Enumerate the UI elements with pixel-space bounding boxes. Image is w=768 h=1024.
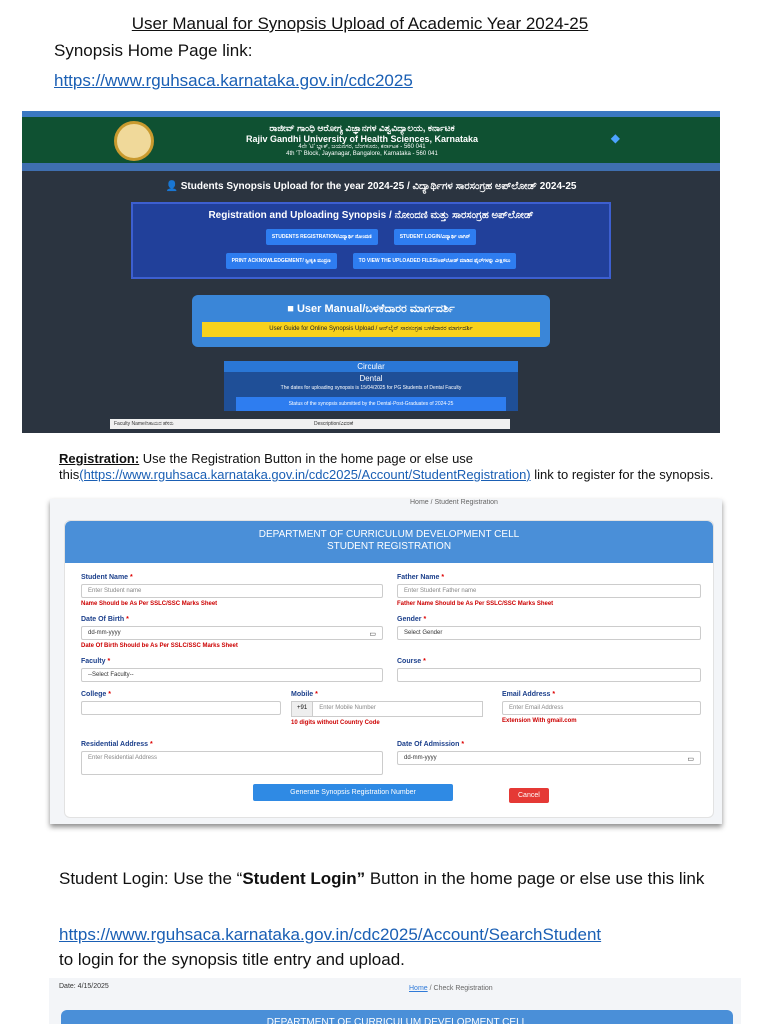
university-name-english: Rajiv Gandhi University of Health Sciences, Karnataka bbox=[245, 134, 479, 144]
date-label: Date: 4/15/2025 bbox=[59, 983, 109, 990]
student-name-field: Student Name * Enter Student name Name Should be As Per SSLC/SSC Marks Sheet bbox=[81, 574, 383, 607]
mobile-input[interactable]: Enter Mobile Number bbox=[313, 701, 483, 717]
college-field: College * bbox=[81, 691, 281, 715]
user-guide-button[interactable]: User Guide for Online Synopsis Upload / ಆನ್‌ಲೈನ್ ಸಾರಸಂಗ್ರಹ ಬಳಕೆದಾರರ ಮಾರ್ಗದರ್ಶಿ bbox=[202, 322, 540, 337]
address-textarea[interactable]: Enter Residential Address bbox=[81, 751, 383, 775]
print-acknowledgement-button[interactable]: PRINT ACKNOWLEDGEMENT/ ಸ್ವೀಕೃತಿ ಮುದ್ರಣ bbox=[226, 253, 337, 269]
check-registration-header: DEPARTMENT OF CURRICULUM DEVELOPMENT CELL bbox=[61, 1010, 733, 1024]
breadcrumb: Home / Student Registration bbox=[410, 499, 498, 506]
university-address-kannada: 4ನೇ 'ಟಿ' ಬ್ಲಾಕ್, ಜಯನಗರ, ಬೆಂಗಳೂರು, ಕರ್ನಾಟಕ - 560 041 bbox=[298, 144, 426, 150]
table-col-faculty: Faculty Name/ನಿಕಾಯದ ಹೆಸರು bbox=[114, 421, 174, 427]
student-name-input[interactable]: Enter Student name bbox=[81, 584, 383, 598]
father-name-input[interactable]: Enter Student Father name bbox=[397, 584, 701, 598]
cancel-button[interactable]: Cancel bbox=[509, 788, 549, 803]
user-manual-panel bbox=[192, 295, 550, 347]
dob-field: Date Of Birth * dd-mm-yyyy ▭ Date Of Birth Should be As Per SSLC/SSC Marks Sheet bbox=[81, 616, 383, 649]
email-note: Extension With gmail.com bbox=[502, 718, 577, 724]
email-input[interactable]: Enter Email Address bbox=[502, 701, 701, 715]
registration-card bbox=[64, 520, 714, 818]
registration-link[interactable]: (https://www.rguhsaca.karnataka.gov.in/cdc2025/Account/StudentRegistration) bbox=[79, 467, 531, 482]
home-page-link[interactable]: https://www.rguhsaca.karnataka.gov.in/cdc2025 bbox=[54, 71, 413, 90]
breadcrumb: Home / Check Registration bbox=[409, 985, 493, 992]
mobile-field: Mobile * +91 Enter Mobile Number 10 digits without Country Code bbox=[291, 691, 491, 726]
home-page-label: Synopsis Home Page link: bbox=[54, 41, 253, 60]
university-name-kannada: ರಾಜೀವ್ ಗಾಂಧಿ ಆರೋಗ್ಯ ವಿಜ್ಞಾನಗಳ ವಿಶ್ವವಿದ್ಯಾಲಯ, ಕರ್ನಾಟಕ bbox=[269, 123, 455, 133]
circular-panel bbox=[224, 361, 518, 411]
synopsis-status-button[interactable]: Status of the synopsis submitted by the Dental-Post-Graduates of 2024-25 bbox=[236, 397, 506, 411]
dob-input[interactable]: dd-mm-yyyy ▭ bbox=[81, 626, 383, 640]
doa-field: Date Of Admission * dd-mm-yyyy ▭ bbox=[397, 741, 701, 765]
registration-form-screenshot bbox=[50, 499, 722, 824]
students-registration-button[interactable]: STUDENTS REGISTRATION/ವಿದ್ಯಾರ್ಥಿ ನೋಂದಣಿ bbox=[266, 229, 378, 245]
university-seal-icon bbox=[114, 121, 154, 161]
faculty-select[interactable]: --Select Faculty-- bbox=[81, 668, 383, 682]
breadcrumb-home[interactable]: Home bbox=[409, 985, 428, 992]
country-code: +91 bbox=[291, 701, 313, 717]
table-col-description: Description/ವಿವರಣೆ bbox=[314, 421, 354, 427]
header-strip bbox=[22, 163, 720, 171]
gender-field: Gender * Select Gender bbox=[397, 616, 701, 640]
registration-panel-title: Registration and Uploading Synopsis / ನೋಂದಣಿ ಮತ್ತು ಸಾರಸಂಗ್ರಹ ಅಪ್‌ಲೋಡ್ bbox=[208, 210, 534, 221]
circular-faculty: Dental bbox=[359, 374, 383, 383]
check-registration-screenshot bbox=[49, 978, 741, 1024]
father-name-note: Father Name Should be As Per SSLC/SSC Marks Sheet bbox=[397, 601, 554, 607]
student-name-note: Name Should be As Per SSLC/SSC Marks Sheet bbox=[81, 601, 218, 607]
student-login-instructions: Student Login: Use the “Student Login” Button in the home page or else use this link bbox=[59, 869, 705, 888]
course-select[interactable] bbox=[397, 668, 701, 682]
college-select[interactable] bbox=[81, 701, 281, 715]
doa-input[interactable]: dd-mm-yyyy ▭ bbox=[397, 751, 701, 765]
user-manual-title: ■ User Manual/ಬಳಕೆದಾರರ ಮಾರ್ಗದರ್ಶಿ bbox=[287, 303, 455, 315]
gender-select[interactable]: Select Gender bbox=[397, 626, 701, 640]
student-login-tail: to login for the synopsis title entry and upload. bbox=[59, 950, 405, 969]
calendar-icon[interactable]: ▭ bbox=[369, 631, 376, 638]
circular-text: The dates for uploading synopsis is 15/04/2025 for PG Students of Dental Faculty bbox=[280, 385, 462, 391]
document-title: User Manual for Synopsis Upload of Academic Year 2024-25 bbox=[131, 14, 589, 33]
faculty-field: Faculty * --Select Faculty-- bbox=[81, 658, 383, 682]
students-icon: 👤 bbox=[165, 181, 178, 192]
calendar-icon[interactable]: ▭ bbox=[687, 756, 694, 763]
home-page-screenshot bbox=[22, 111, 720, 433]
father-name-field: Father Name * Enter Student Father name Father Name Should be As Per SSLC/SSC Marks Sheet bbox=[397, 574, 701, 607]
registration-card-header: DEPARTMENT OF CURRICULUM DEVELOPMENT CELL STUDENT REGISTRATION bbox=[65, 521, 713, 563]
generate-registration-button[interactable]: Generate Synopsis Registration Number bbox=[253, 784, 453, 801]
university-address-english: 4th 'T' Block, Jayanagar, Bangalore, Karnataka - 560 041 bbox=[286, 151, 438, 157]
registration-instructions: Registration: Use the Registration Button in the home page or else use this(https://www.rguhsaca.karnataka.gov.in/cdc2025/Account/StudentRegistration) link to register for the synopsis. bbox=[59, 451, 714, 482]
student-login-button[interactable]: STUDENT LOGIN/ವಿದ್ಯಾರ್ಥಿ ಲಾಗಿನ್ bbox=[394, 229, 476, 245]
address-field: Residential Address * Enter Residential Address bbox=[81, 741, 383, 775]
circular-heading: Circular bbox=[224, 361, 518, 372]
faculty-table-header bbox=[110, 419, 510, 429]
view-uploaded-files-button[interactable]: TO VIEW THE UPLOADED FILES/ಅಪ್‌ಲೋಡ್ ಮಾಡಿದ ಫೈಲ್‌ಗಳನ್ನು ವೀಕ್ಷಿಸಲು bbox=[353, 253, 517, 269]
registration-label: Registration: bbox=[59, 451, 140, 466]
upload-title: 👤 Students Synopsis Upload for the year 2024-25 / ವಿದ್ಯಾರ್ಥಿಗಳ ಸಾರಸಂಗ್ರಹ ಅಪ್‌ಲೋಡ್ 2024-25 bbox=[165, 181, 577, 192]
course-field: Course * bbox=[397, 658, 701, 682]
header-logo-icon: ◆ bbox=[610, 131, 620, 145]
student-login-link[interactable]: https://www.rguhsaca.karnataka.gov.in/cdc2025/Account/SearchStudent bbox=[59, 925, 602, 944]
university-header bbox=[22, 117, 720, 163]
mobile-note: 10 digits without Country Code bbox=[291, 720, 380, 726]
email-field: Email Address * Enter Email Address Extension With gmail.com bbox=[502, 691, 701, 724]
registration-panel bbox=[131, 202, 611, 279]
dob-note: Date Of Birth Should be As Per SSLC/SSC Marks Sheet bbox=[81, 643, 238, 649]
